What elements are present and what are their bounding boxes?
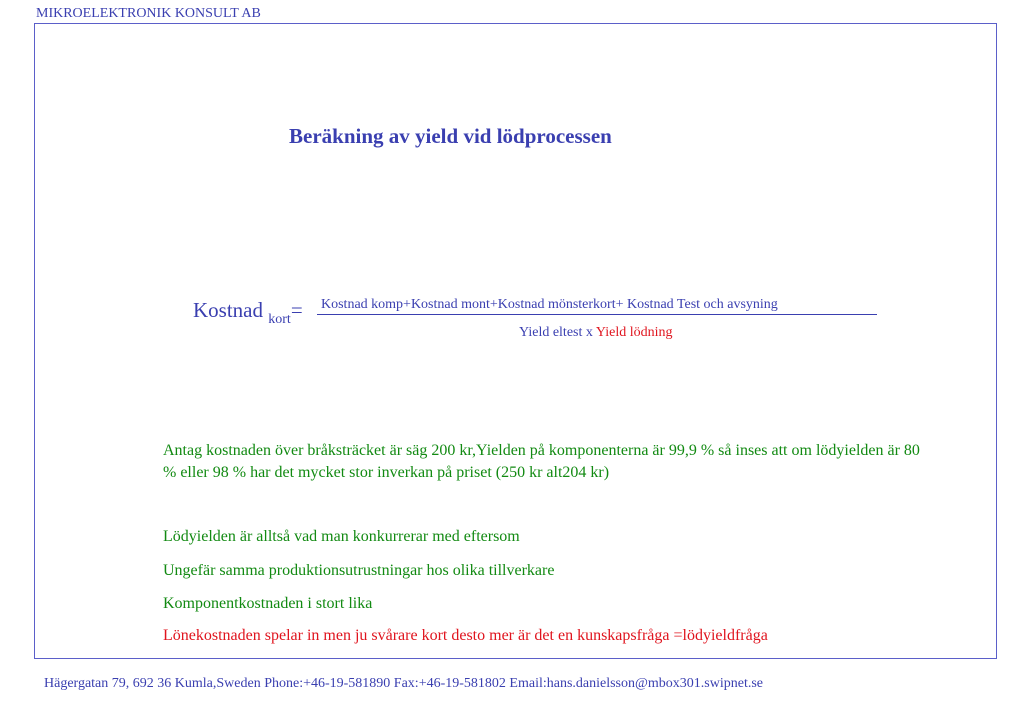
footer-contact: Hägergatan 79, 692 36 Kumla,Sweden Phone:+46-19-581890 Fax:+46-19-581802 Email:hans.danielsson@mbox301.swipnet.se: [44, 676, 763, 691]
company-header: MIKROELEKTRONIK KONSULT AB: [36, 6, 261, 21]
fraction-line: [317, 314, 877, 315]
list-item: Lödyielden är alltså vad man konkurrerar med eftersom: [163, 528, 520, 545]
formula-denominator: [519, 325, 673, 341]
slide-title: Beräkning av yield vid lödprocessen: [289, 124, 612, 148]
list-item: Ungefär samma produktionsutrustningar hos olika tillverkare: [163, 562, 555, 579]
formula-numerator: Kostnad komp+Kostnad mont+Kostnad mönsterkort+ Kostnad Test och avsyning: [321, 297, 778, 312]
formula-equals: =: [290, 298, 303, 322]
explanation-paragraph: Antag kostnaden över bråksträcket är säg 200 kr,Yielden på komponenterna är 99,9 % så inses att om lödyielden är 80 % eller 98 % har det mycket stor inverkan på priset (250 kr alt204 kr): [163, 442, 920, 481]
list-item: Lönekostnaden spelar in men ju svårare kort desto mer är det en kunskapsfråga =lödyieldfråga: [163, 627, 768, 644]
formula-lhs-text: Kostnad: [193, 298, 263, 322]
list-item: Komponentkostnaden i stort lika: [163, 595, 373, 612]
formula-lhs-subscript: kort: [268, 312, 291, 327]
formula-lhs: [193, 298, 303, 327]
denominator-lodning: Yield lödning: [595, 325, 673, 340]
denominator-eltest: Yield eltest x: [519, 325, 593, 340]
